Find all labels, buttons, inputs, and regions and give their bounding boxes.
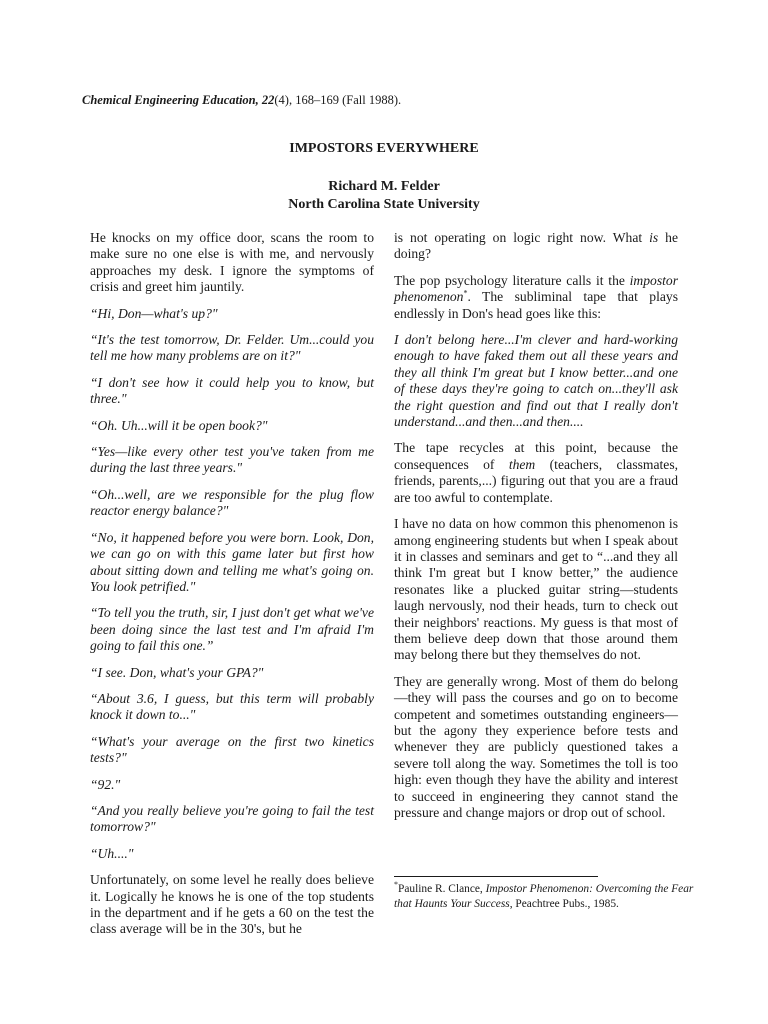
citation-journal: Chemical Engineering Education, 22 [82,93,275,107]
dialogue-line: “I see. Don, what's your GPA?" [90,664,264,680]
footnote-author: Pauline R. Clance, [398,883,486,895]
footnote-marker: * [394,880,398,890]
author-name: Richard M. Felder [328,179,440,194]
byline [0,178,768,214]
dialogue-line: “Uh...." [90,845,134,861]
footnote [394,882,694,913]
paragraph: Unfortunately, on some level he really does believe it. Logically he knows he is one of the top students in the department and if he gets a 60 on the test the class average will be in the 30's, but he [90,872,374,937]
citation-issue-pages: (4), 168–169 (Fall 1988). [274,93,402,107]
paragraph: They are generally wrong. Most of them do belong—they will pass the courses and go on to become competent and sometimes outstanding engineers—but the agony they experience before tests and whenever they are publicly questioned takes a severe toll along the way. Sometimes the toll is too high: even though they have the ability and interest to succeed in engineering they cannot stand the pressure and change majors or drop out of school. [394,673,678,820]
dialogue-line: “Yes—like every other test you've taken from me during the last three years." [90,444,374,476]
text-run: he doing? [394,230,679,262]
footnote-book-title: Impostor Phenomenon: Overcoming the Fear that Haunts Your Success [394,883,694,911]
dialogue-line: “No, it happened before you were born. Look, Don, we can go on with this game later but first how about sitting down and telling me what's going on. You look petrified." [90,529,374,594]
paragraph [394,273,678,322]
footnote-publisher: , Peachtree Pubs., 1985. [509,898,619,911]
text-run: The tape recycles at this point, because the consequences of [394,440,678,472]
dialogue-line: “Oh. Uh...will it be open book?" [90,417,268,433]
tape-quote: I don't belong here...I'm clever and hard-working enough to have faked them out all these years and they all think I'm great but I know better...and one of these days they're going to catch on...they'll ask the right question and find out that I really don't understand...and then...and then.... [394,332,678,430]
author-affiliation: North Carolina State University [288,197,480,212]
paragraph [394,440,678,506]
dialogue-line: “It's the test tomorrow, Dr. Felder. Um...could you tell me how many problems are on it?" [90,332,374,364]
dialogue-line: “What's your average on the first two kinetics tests?" [90,733,374,766]
article-title: IMPOSTORS EVERYWHERE [289,141,479,156]
footnote-marker: * [463,288,468,298]
dialogue-line: “I don't see how it could help you to know, but three." [90,374,374,407]
dialogue-line: “And you really believe you're going to fail the test tomorrow?" [90,802,374,835]
text-run: (teachers, classmates, friends, parents,...) figuring out that you are a fraud are too awful to contemplate. [394,456,679,505]
citation [82,93,401,108]
emphasis-term: impostor phenomenon [394,272,678,305]
paragraph [394,230,678,263]
dialogue-line: “92." [90,776,121,792]
dialogue-line: “To tell you the truth, sir, I just don't get what we've been doing since the last test and I'm afraid I'm going to fail this one.” [90,605,374,654]
paragraph: He knocks on my office door, scans the room to make sure no one else is with me, and nervously approaches my desk. I ignore the symptoms of crisis and greet him jauntily. [90,230,374,295]
paragraph: I have no data on how common this phenomenon is among engineering students but when I speak about it in classes and seminars and get to “...and they all think I'm great but I know better,” the audience resonates like a plucked guitar string—students laugh nervously, nod their heads, turn to check out their neighbors' reactions. My guess is that most of them believe deep down that those around them may belong there but they themselves do not. [394,516,678,663]
dialogue-line: “About 3.6, I guess, but this term will probably knock it down to..." [90,690,374,723]
dialogue-line: “Oh...well, are we responsible for the plug flow reactor energy balance?" [90,486,374,519]
emphasis: is [649,230,659,245]
dialogue-line: “Hi, Don—what's up?" [90,305,218,321]
footnote-rule [394,876,598,877]
left-column [90,230,374,948]
text-run: . The subliminal tape that plays endlessly in Don's head goes like this: [394,289,678,321]
text-run: is not operating on logic right now. What [394,230,650,245]
emphasis: them [508,456,536,472]
right-column [394,230,678,831]
text-run: The pop psychology literature calls it the [394,272,630,288]
